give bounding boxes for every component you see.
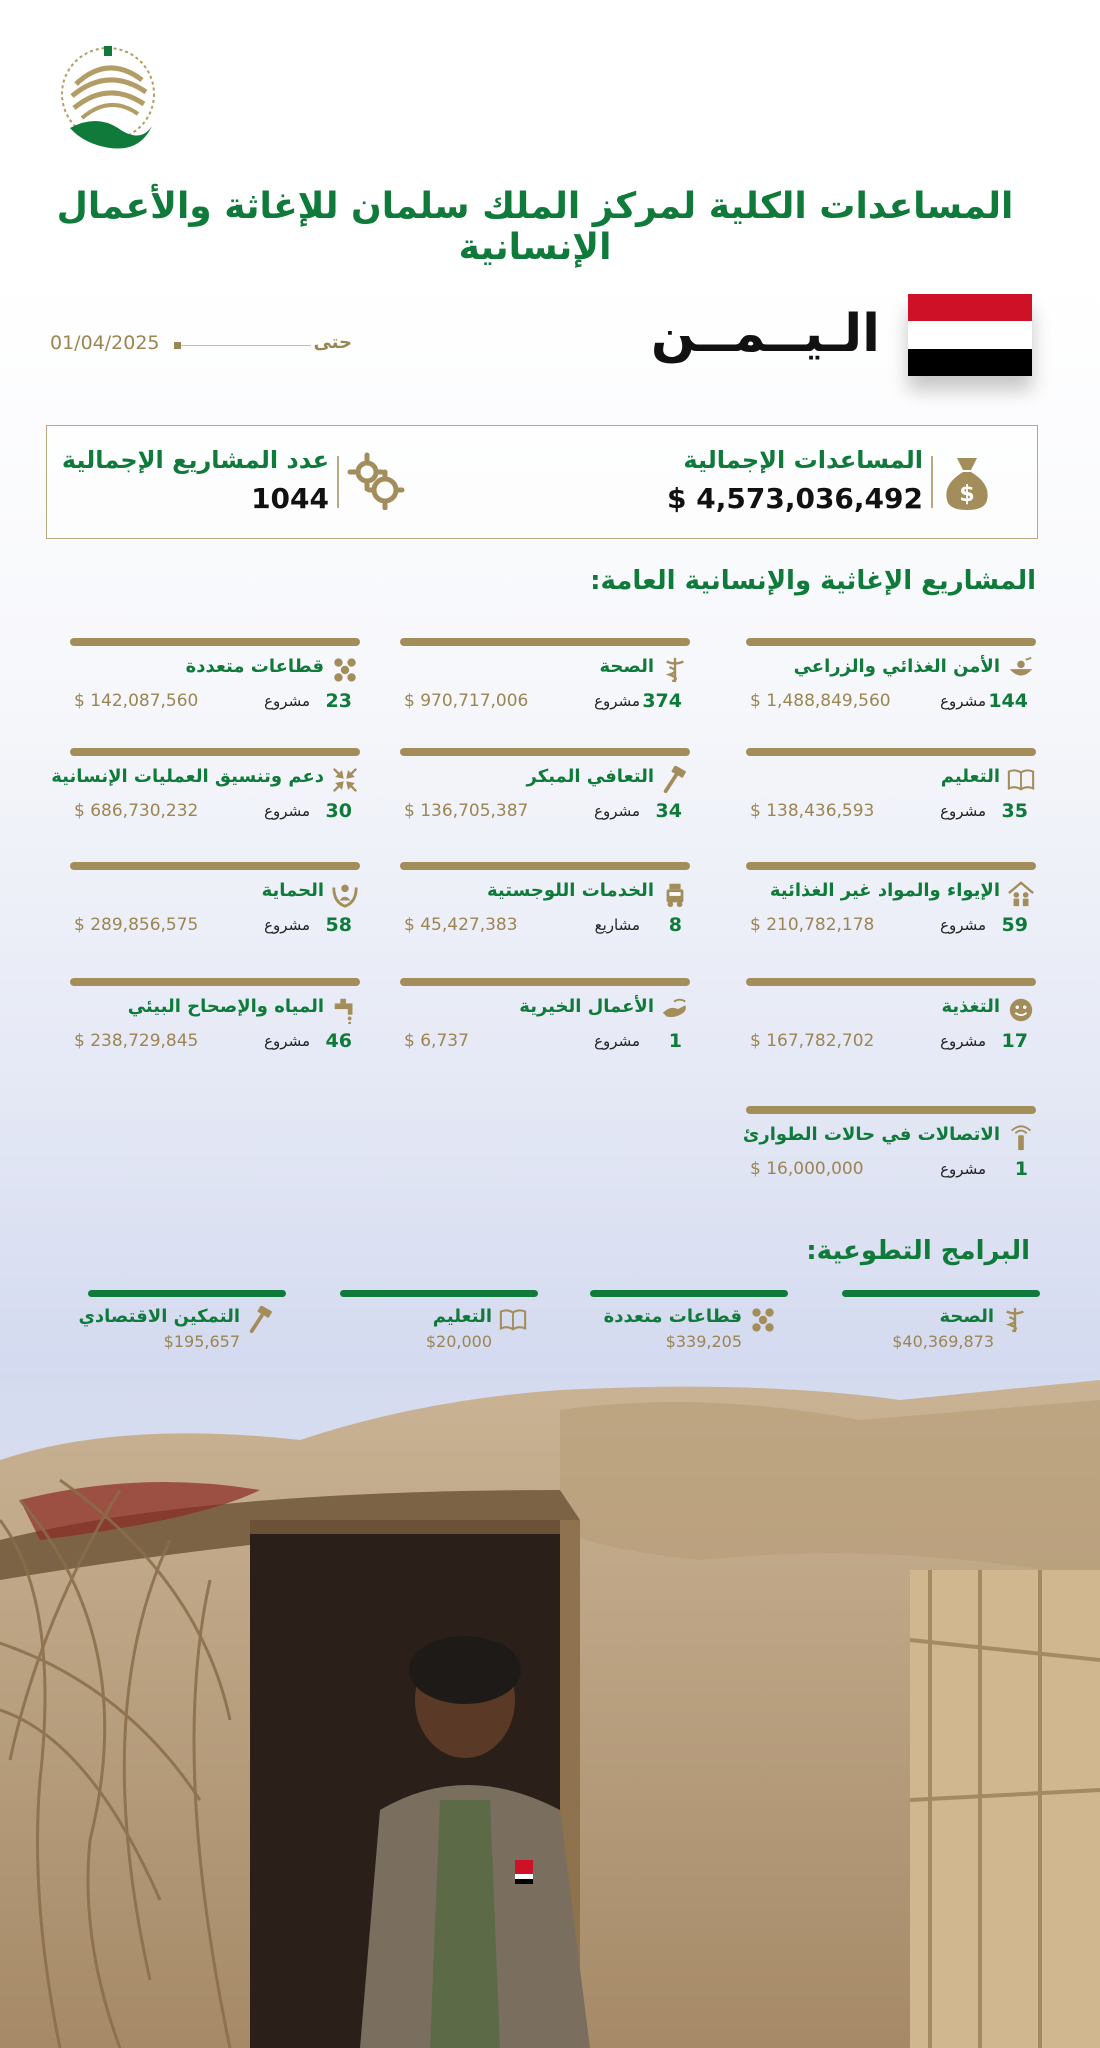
card-bar [400,978,690,986]
total-projects-value: 1044 [251,482,329,515]
project-amount: $ 210,782,178 [750,915,875,935]
relief-project-card [400,978,690,1058]
photo-boy-at-mud-house [0,1380,1100,2048]
project-count: 58 [325,914,352,936]
summary-box [46,425,1038,539]
relief-project-card [70,638,360,718]
project-amount: $ 289,856,575 [74,915,199,935]
relief-project-card [746,638,1036,718]
project-amount: $ 138,436,593 [750,801,875,821]
project-amount: $ 45,427,383 [404,915,518,935]
project-unit: مشروع [594,802,640,820]
book-icon [1006,766,1036,794]
project-name: الخدمات اللوجستية [486,880,654,901]
relief-project-card [746,862,1036,942]
volunteer-program-card [340,1290,538,1360]
project-unit: مشروع [594,692,640,710]
project-count: 59 [1001,914,1028,936]
food-bowl-icon [1006,656,1036,684]
card-bar [400,862,690,870]
project-name: المياه والإصحاح البيئي [127,996,324,1017]
project-unit: مشروع [940,916,986,934]
project-unit: مشروع [940,692,986,710]
book-icon [498,1306,528,1334]
project-name: الأمن الغذائي والزراعي [793,656,1000,677]
card-bar [70,638,360,646]
project-count: 1 [668,1030,682,1052]
relief-section-title: المشاريع الإغاثية والإنسانية العامة: [590,566,1036,596]
caduceus-icon [1000,1306,1030,1334]
card-bar [746,748,1036,756]
date-value: 01/04/2025 [50,332,160,354]
caduceus-icon [660,656,690,684]
project-count: 30 [325,800,352,822]
project-amount: $ 142,087,560 [74,691,199,711]
project-name: قطاعات متعددة [185,656,324,677]
project-count: 8 [668,914,682,936]
project-amount: $ 167,782,702 [750,1031,875,1051]
card-bar [70,862,360,870]
project-unit: مشاريع [594,916,640,934]
card-bar [70,978,360,986]
card-bar [400,748,690,756]
arrows-cross-icon [330,766,360,794]
date-dot [174,342,181,349]
project-count: 1 [1014,1158,1028,1180]
project-amount: $ 1,488,849,560 [750,691,891,711]
project-name: التعليم [940,766,1000,787]
project-name: الحماية [261,880,324,901]
program-name: الصحة [939,1306,994,1327]
project-count: 374 [642,690,682,712]
ksrelief-logo [56,44,160,154]
card-bar [88,1290,286,1297]
program-name: قطاعات متعددة [603,1306,742,1327]
relief-project-card [400,748,690,828]
relief-project-card [746,978,1036,1058]
money-bag-icon [941,454,993,512]
volunteer-program-card [842,1290,1040,1360]
page-title: المساعدات الكلية لمركز الملك سلمان للإغاثة والأعمال الإنسانية [56,186,1014,268]
summary-divider [337,456,339,508]
project-amount: $ 238,729,845 [74,1031,199,1051]
nutrition-icon [1006,996,1036,1024]
relief-project-card [70,862,360,942]
project-name: التعافي المبكر [526,766,654,787]
relief-project-card [742,1106,1036,1186]
summary-divider [931,456,933,508]
card-bar [746,978,1036,986]
project-name: التغذية [941,996,1000,1017]
project-name: الأعمال الخيرية [519,996,654,1017]
card-bar [70,748,360,756]
project-unit: مشروع [940,1160,986,1178]
relief-project-card [400,862,690,942]
program-name: التمكين الاقتصادي [78,1306,240,1327]
svg-text:$: $ [959,482,975,507]
hammer-icon [660,766,690,794]
project-name: الاتصالات في حالات الطوارئ [742,1124,1000,1145]
shelter-icon [1006,880,1036,908]
card-bar [842,1290,1040,1297]
date-range [50,330,352,360]
protection-hands-icon [330,880,360,908]
project-count: 35 [1001,800,1028,822]
project-amount: $ 686,730,232 [74,801,199,821]
project-name: الصحة [599,656,654,677]
date-label: حتى [313,332,352,353]
truck-icon [660,880,690,908]
country-name: الـيــمــن [650,304,880,364]
program-amount: $195,657 [163,1332,240,1351]
project-unit: مشروع [264,692,310,710]
antenna-icon [1006,1124,1036,1152]
project-amount: $ 970,717,006 [404,691,529,711]
volunteer-program-card [590,1290,788,1360]
project-unit: مشروع [594,1032,640,1050]
relief-project-card [51,748,360,828]
program-amount: $40,369,873 [892,1332,994,1351]
card-bar [746,638,1036,646]
project-unit: مشروع [264,1032,310,1050]
project-unit: مشروع [264,916,310,934]
multi-dots-icon [330,656,360,684]
hammer-icon [246,1306,276,1334]
total-projects-label: عدد المشاريع الإجمالية [61,446,329,474]
project-amount: $ 16,000,000 [750,1159,864,1179]
project-count: 23 [325,690,352,712]
card-bar [746,1106,1036,1114]
relief-project-card [70,978,360,1058]
card-bar [590,1290,788,1297]
program-name: التعليم [432,1306,492,1327]
volunteer-section-title: البرامج التطوعية: [806,1236,1030,1266]
project-count: 17 [1001,1030,1028,1052]
relief-project-card [746,748,1036,828]
water-tap-icon [330,996,360,1024]
relief-project-card [400,638,690,718]
project-unit: مشروع [264,802,310,820]
project-count: 46 [325,1030,352,1052]
program-amount: $20,000 [425,1332,492,1351]
program-amount: $339,205 [665,1332,742,1351]
project-unit: مشروع [940,1032,986,1050]
project-count: 144 [988,690,1028,712]
charity-hand-icon [660,996,690,1024]
project-name: الإيواء والمواد غير الغذائية [769,880,1000,901]
yemen-flag [908,294,1032,376]
card-bar [340,1290,538,1297]
project-unit: مشروع [940,802,986,820]
total-aid-label: المساعدات الإجمالية [683,446,923,474]
multi-dots-icon [748,1306,778,1334]
project-amount: $ 6,737 [404,1031,469,1051]
project-amount: $ 136,705,387 [404,801,529,821]
card-bar [400,638,690,646]
project-count: 34 [655,800,682,822]
volunteer-program-card [78,1290,286,1360]
card-bar [746,862,1036,870]
total-aid-value: $ 4,573,036,492 [667,482,923,515]
gears-icon [347,452,405,510]
project-name: دعم وتنسيق العمليات الإنسانية [51,766,324,787]
